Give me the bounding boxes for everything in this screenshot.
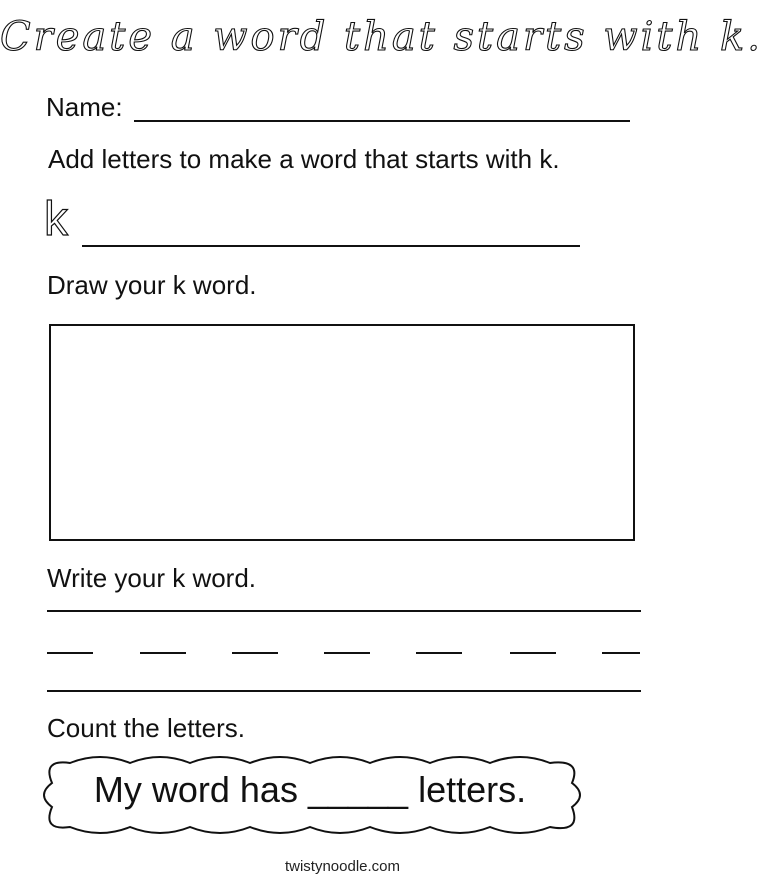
trace-letter: k [44, 193, 68, 246]
name-write-line[interactable] [134, 120, 630, 122]
word-completion-line[interactable] [82, 245, 580, 247]
writing-mid-dash [416, 652, 462, 654]
letter-count-sentence: My word has _____ letters. [93, 769, 527, 810]
writing-mid-dash [510, 652, 556, 654]
write-instruction: Write your k word. [47, 563, 257, 593]
count-instruction: Count the letters. [47, 713, 245, 743]
writing-top-line [47, 610, 641, 612]
writing-baseline[interactable] [47, 690, 641, 692]
writing-mid-dash [324, 652, 370, 654]
add-letters-instruction: Add letters to make a word that starts with k. [48, 144, 560, 174]
writing-mid-dash [232, 652, 278, 654]
drawing-box[interactable] [49, 324, 635, 541]
worksheet-title: Create a word that starts with k. [0, 14, 763, 60]
name-label: Name: [46, 92, 123, 122]
writing-mid-dash [47, 652, 93, 654]
writing-mid-dash [602, 652, 640, 654]
site-footer: twistynoodle.com [284, 858, 401, 875]
writing-mid-dash [140, 652, 186, 654]
draw-instruction: Draw your k word. [47, 270, 257, 300]
